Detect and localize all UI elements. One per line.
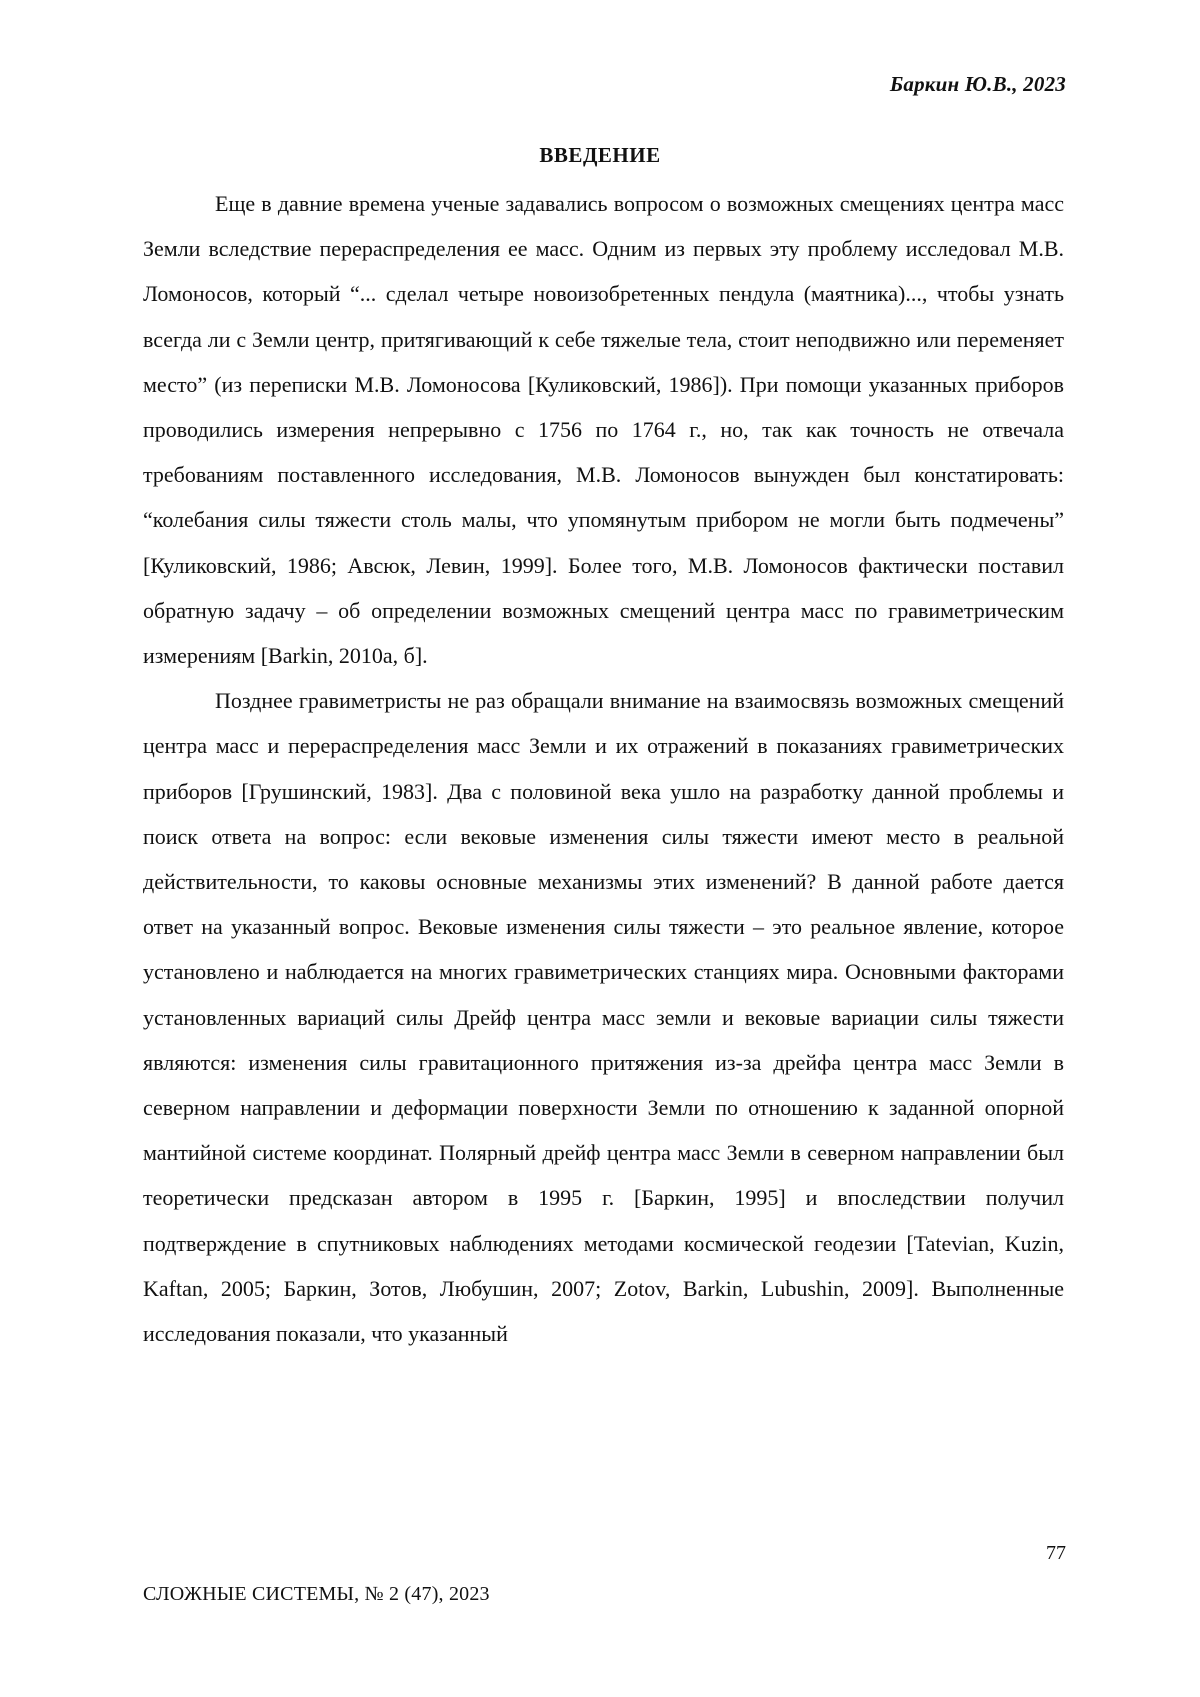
paragraph-1: Еще в давние времена ученые задавались вопросом о возможных смещениях центра масс Земли вследствие перераспределения ее масс. Одним из первых эту проблему исследовал М.В. Ломоносов, который “... сделал четыре новоизобретенных пендула (маятника)..., чтобы узнать всегда ли с Земли центр, притягивающий к себе тяжелые тела, стоит неподвижно или переменяет место” (из переписки М.В. Ломоносова [Куликовский, 1986]). При помощи указанных приборов проводились измерения непрерывно с 1756 по 1764 г., но, так как точность не отвечала требованиям поставленного исследования, М.В. Ломоносов вынужден был констатировать: “колебания силы тяжести столь малы, что упомянутым прибором не могли быть подмечены” [Куликовский, 1986; Авсюк, Левин, 1999]. Более того, М.В. Ломоносов фактически поставил обратную задачу – об определении возможных смещений центра масс по гравиметрическим измерениям [Barkin, 2010а, б].: [143, 191, 1064, 669]
running-header-author-year: Баркин Ю.В., 2023: [889, 72, 1066, 96]
section-title: ВВЕДЕНИЕ: [539, 143, 661, 167]
journal-footer: СЛОЖНЫЕ СИСТЕМЫ, № 2 (47), 2023: [143, 1583, 490, 1605]
paragraph-2: Позднее гравиметристы не раз обращали внимание на взаимосвязь возможных смещений центра масс и перераспределения масс Земли и их отражений в показаниях гравиметрических приборов [Грушинский, 1983]. Два с половиной века ушло на разработку данной проблемы и поиск ответа на вопрос: если вековые изменения силы тяжести имеют место в реальной действительности, то каковы основные механизмы этих изменений? В данной работе дается ответ на указанный вопрос. Вековые изменения силы тяжести – это реальное явление, которое установлено и наблюдается на многих гравиметрических станциях мира. Основными факторами установленных вариаций силы Дрейф центра масс земли и вековые вариации силы тяжести являются: изменения силы гравитационного притяжения из-за дрейфа центра масс Земли в северном направлении и деформации поверхности Земли по отношению к заданной опорной мантийной системе координат. Полярный дрейф центра масс Земли в северном направлении был теоретически предсказан автором в 1995 г. [Баркин, 1995] и впоследствии получил подтверждение в спутниковых наблюдениях методами космической геодезии [Tatevian, Kuzin, Kaftan, 2005; Баркин, Зотов, Любушин, 2007; Zotov, Barkin, Lubushin, 2009]. Выполненные исследования показали, что указанный: [143, 688, 1064, 1347]
article-body: [143, 181, 1064, 1356]
page-number: 77: [1046, 1542, 1066, 1564]
